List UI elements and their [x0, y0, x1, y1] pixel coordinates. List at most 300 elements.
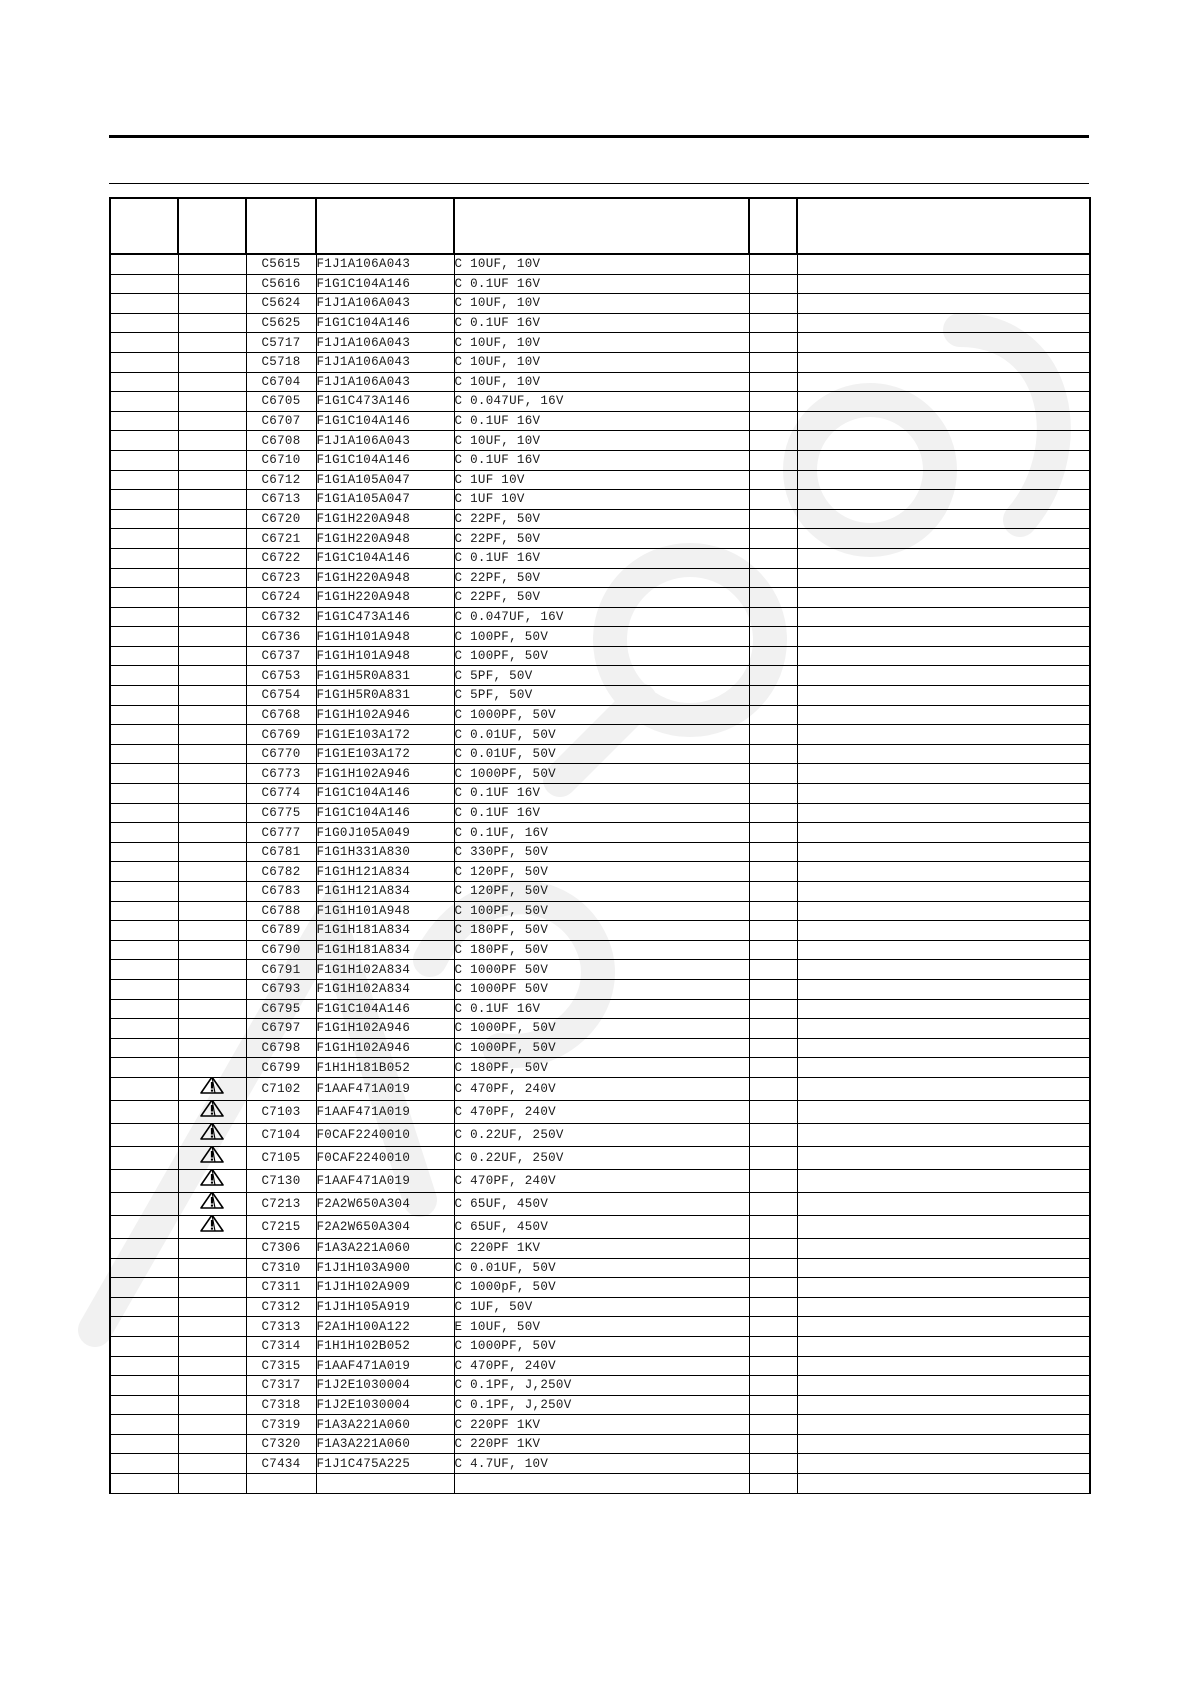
- table-row: [110, 901, 1090, 921]
- cell-safety-mark: [178, 1258, 246, 1278]
- cell-description: C 100PF, 50V: [454, 901, 749, 921]
- cell-part-no: F1AAF471A019: [316, 1356, 454, 1376]
- table-row: [110, 705, 1090, 725]
- cell-ref-no: C7434: [246, 1454, 316, 1474]
- cell-empty: [749, 294, 797, 314]
- cell-empty: [749, 1123, 797, 1146]
- cell-empty: [749, 1454, 797, 1474]
- cell-description: C 0.1PF, J,250V: [454, 1395, 749, 1415]
- header-cell: [454, 198, 749, 254]
- cell-empty: [797, 274, 1090, 294]
- cell-part-no: F1G1H101A948: [316, 627, 454, 647]
- cell-empty: [749, 1038, 797, 1058]
- cell-safety-mark: [178, 1192, 246, 1215]
- cell-empty: [110, 1019, 178, 1039]
- cell-empty: [797, 686, 1090, 706]
- cell-part-no: F1G1H5R0A831: [316, 666, 454, 686]
- cell-empty: [178, 1474, 246, 1494]
- cell-ref-no: C7318: [246, 1395, 316, 1415]
- cell-part-no: F1G1C104A146: [316, 274, 454, 294]
- cell-description: C 5PF, 50V: [454, 666, 749, 686]
- cell-empty: [110, 1123, 178, 1146]
- cell-part-no: F1G1C104A146: [316, 803, 454, 823]
- warning-triangle-icon: [200, 1169, 224, 1192]
- cell-description: C 10UF, 10V: [454, 431, 749, 451]
- table-row: [110, 1317, 1090, 1337]
- table-header-row: [110, 198, 1090, 254]
- cell-empty: [797, 1258, 1090, 1278]
- cell-empty: [749, 686, 797, 706]
- cell-part-no: F2A1H100A122: [316, 1317, 454, 1337]
- cell-safety-mark: [178, 411, 246, 431]
- cell-empty: [797, 1278, 1090, 1298]
- cell-ref-no: C6783: [246, 882, 316, 902]
- cell-empty: [110, 548, 178, 568]
- cell-safety-mark: [178, 862, 246, 882]
- cell-empty: [749, 392, 797, 412]
- cell-empty: [110, 1278, 178, 1298]
- cell-empty: [797, 940, 1090, 960]
- cell-description: C 22PF, 50V: [454, 588, 749, 608]
- table-row: [110, 1395, 1090, 1415]
- cell-empty: [797, 803, 1090, 823]
- cell-description: C 1000PF, 50V: [454, 705, 749, 725]
- cell-ref-no: C5616: [246, 274, 316, 294]
- cell-empty: [110, 686, 178, 706]
- cell-empty: [749, 979, 797, 999]
- cell-safety-mark: [178, 823, 246, 843]
- table-row: [110, 686, 1090, 706]
- warning-triangle-icon: [200, 1100, 224, 1123]
- cell-safety-mark: [178, 352, 246, 372]
- cell-empty: [110, 999, 178, 1019]
- cell-empty: [749, 431, 797, 451]
- table-row: [110, 470, 1090, 490]
- cell-empty: [110, 1317, 178, 1337]
- cell-ref-no: C6720: [246, 509, 316, 529]
- cell-description: C 1000PF 50V: [454, 960, 749, 980]
- cell-ref-no: C6705: [246, 392, 316, 412]
- cell-empty: [110, 254, 178, 274]
- cell-safety-mark: [178, 725, 246, 745]
- cell-safety-mark: [178, 705, 246, 725]
- cell-description: C 1UF, 50V: [454, 1297, 749, 1317]
- cell-part-no: F1G1H101A948: [316, 646, 454, 666]
- cell-part-no: F1AAF471A019: [316, 1169, 454, 1192]
- cell-ref-no: C6775: [246, 803, 316, 823]
- table-row: [110, 1336, 1090, 1356]
- cell-ref-no: C6713: [246, 490, 316, 510]
- cell-empty: [797, 1215, 1090, 1238]
- cell-description: C 22PF, 50V: [454, 568, 749, 588]
- cell-empty: [110, 1376, 178, 1396]
- cell-empty: [797, 1454, 1090, 1474]
- cell-empty: [749, 1395, 797, 1415]
- cell-part-no: F1H1H102B052: [316, 1336, 454, 1356]
- cell-ref-no: C6781: [246, 842, 316, 862]
- cell-empty: [797, 1192, 1090, 1215]
- cell-ref-no: C7312: [246, 1297, 316, 1317]
- cell-empty: [797, 1415, 1090, 1435]
- table-row: [110, 509, 1090, 529]
- cell-description: C 0.1UF 16V: [454, 411, 749, 431]
- cell-part-no: F1G1H102A834: [316, 960, 454, 980]
- cell-description: C 1000PF, 50V: [454, 764, 749, 784]
- cell-empty: [749, 823, 797, 843]
- cell-ref-no: C6770: [246, 744, 316, 764]
- cell-empty: [749, 568, 797, 588]
- cell-empty: [797, 1434, 1090, 1454]
- cell-ref-no: C6722: [246, 548, 316, 568]
- cell-ref-no: C5717: [246, 333, 316, 353]
- warning-triangle-icon: [200, 1215, 224, 1238]
- cell-empty: [797, 862, 1090, 882]
- cell-empty: [749, 705, 797, 725]
- cell-empty: [110, 392, 178, 412]
- table-row: [110, 254, 1090, 274]
- cell-safety-mark: [178, 313, 246, 333]
- cell-description: C 470PF, 240V: [454, 1169, 749, 1192]
- cell-ref-no: C6777: [246, 823, 316, 843]
- header-cell: [246, 198, 316, 254]
- cell-part-no: F1G1H102A946: [316, 1019, 454, 1039]
- cell-empty: [749, 921, 797, 941]
- cell-part-no: F1J1A106A043: [316, 352, 454, 372]
- cell-empty: [110, 1454, 178, 1474]
- cell-empty: [110, 529, 178, 549]
- table-row: [110, 784, 1090, 804]
- cell-safety-mark: [178, 627, 246, 647]
- cell-empty: [797, 1297, 1090, 1317]
- cell-empty: [749, 999, 797, 1019]
- cell-safety-mark: [178, 450, 246, 470]
- table-row: [110, 1058, 1090, 1078]
- table-row: [110, 862, 1090, 882]
- warning-triangle-icon: [200, 1077, 224, 1100]
- table-row: [110, 372, 1090, 392]
- table-row: [110, 1215, 1090, 1238]
- table-row: [110, 627, 1090, 647]
- cell-description: C 100PF, 50V: [454, 646, 749, 666]
- cell-safety-mark: [178, 1434, 246, 1454]
- table-row-blank: [110, 1474, 1090, 1494]
- cell-ref-no: C6795: [246, 999, 316, 1019]
- cell-ref-no: C6798: [246, 1038, 316, 1058]
- cell-description: C 1000PF 50V: [454, 979, 749, 999]
- cell-ref-no: C5625: [246, 313, 316, 333]
- cell-empty: [797, 1317, 1090, 1337]
- cell-empty: [316, 1474, 454, 1494]
- cell-ref-no: C7315: [246, 1356, 316, 1376]
- cell-ref-no: C7317: [246, 1376, 316, 1396]
- cell-empty: [110, 666, 178, 686]
- cell-empty: [749, 1415, 797, 1435]
- table-row: [110, 921, 1090, 941]
- cell-description: C 1UF 10V: [454, 470, 749, 490]
- cell-description: C 1000PF, 50V: [454, 1336, 749, 1356]
- cell-empty: [110, 1238, 178, 1258]
- cell-part-no: F1A3A221A060: [316, 1238, 454, 1258]
- cell-ref-no: C5615: [246, 254, 316, 274]
- cell-part-no: F1G1H181A834: [316, 921, 454, 941]
- cell-part-no: F1G1C104A146: [316, 999, 454, 1019]
- cell-part-no: F1AAF471A019: [316, 1100, 454, 1123]
- cell-ref-no: C6774: [246, 784, 316, 804]
- cell-safety-mark: [178, 646, 246, 666]
- cell-safety-mark: [178, 548, 246, 568]
- cell-safety-mark: [178, 1077, 246, 1100]
- table-row: [110, 1100, 1090, 1123]
- cell-safety-mark: [178, 979, 246, 999]
- cell-ref-no: C7310: [246, 1258, 316, 1278]
- cell-description: C 180PF, 50V: [454, 921, 749, 941]
- cell-safety-mark: [178, 1297, 246, 1317]
- table-row: [110, 1415, 1090, 1435]
- cell-empty: [110, 1058, 178, 1078]
- cell-description: C 0.1PF, J,250V: [454, 1376, 749, 1396]
- cell-empty: [749, 254, 797, 274]
- cell-description: C 4.7UF, 10V: [454, 1454, 749, 1474]
- cell-description: C 5PF, 50V: [454, 686, 749, 706]
- cell-empty: [110, 1169, 178, 1192]
- cell-empty: [797, 1146, 1090, 1169]
- cell-description: C 470PF, 240V: [454, 1100, 749, 1123]
- cell-description: C 120PF, 50V: [454, 862, 749, 882]
- cell-empty: [110, 313, 178, 333]
- table-row: [110, 999, 1090, 1019]
- header-rule-thin: [109, 183, 1089, 184]
- cell-safety-mark: [178, 1376, 246, 1396]
- cell-empty: [797, 392, 1090, 412]
- cell-safety-mark: [178, 921, 246, 941]
- cell-empty: [797, 666, 1090, 686]
- cell-description: C 180PF, 50V: [454, 940, 749, 960]
- cell-empty: [797, 1376, 1090, 1396]
- cell-empty: [797, 548, 1090, 568]
- table-row: [110, 725, 1090, 745]
- cell-ref-no: C5624: [246, 294, 316, 314]
- cell-description: C 0.22UF, 250V: [454, 1146, 749, 1169]
- warning-triangle-icon: [200, 1123, 224, 1146]
- cell-safety-mark: [178, 784, 246, 804]
- cell-part-no: F1G1H121A834: [316, 882, 454, 902]
- cell-empty: [110, 862, 178, 882]
- cell-part-no: F2A2W650A304: [316, 1215, 454, 1238]
- cell-empty: [749, 646, 797, 666]
- cell-description: C 10UF, 10V: [454, 254, 749, 274]
- cell-safety-mark: [178, 1058, 246, 1078]
- table-row: [110, 764, 1090, 784]
- cell-empty: [110, 784, 178, 804]
- cell-part-no: F1J1H103A900: [316, 1258, 454, 1278]
- cell-safety-mark: [178, 490, 246, 510]
- cell-description: C 0.22UF, 250V: [454, 1123, 749, 1146]
- cell-part-no: F1G1C104A146: [316, 313, 454, 333]
- cell-ref-no: C6732: [246, 607, 316, 627]
- cell-empty: [749, 1019, 797, 1039]
- cell-ref-no: C7313: [246, 1317, 316, 1337]
- cell-ref-no: C6768: [246, 705, 316, 725]
- cell-empty: [749, 784, 797, 804]
- cell-empty: [749, 744, 797, 764]
- parts-list-body: [110, 198, 1090, 1493]
- cell-ref-no: C6737: [246, 646, 316, 666]
- cell-empty: [110, 646, 178, 666]
- table-row: [110, 666, 1090, 686]
- table-row: [110, 490, 1090, 510]
- cell-empty: [797, 1336, 1090, 1356]
- cell-ref-no: C6704: [246, 372, 316, 392]
- cell-empty: [797, 411, 1090, 431]
- cell-safety-mark: [178, 568, 246, 588]
- cell-description: C 10UF, 10V: [454, 333, 749, 353]
- cell-safety-mark: [178, 1415, 246, 1435]
- table-row: [110, 960, 1090, 980]
- cell-ref-no: C7215: [246, 1215, 316, 1238]
- cell-safety-mark: [178, 392, 246, 412]
- table-row: [110, 940, 1090, 960]
- cell-empty: [797, 999, 1090, 1019]
- cell-part-no: F1AAF471A019: [316, 1077, 454, 1100]
- cell-empty: [749, 470, 797, 490]
- cell-empty: [797, 705, 1090, 725]
- cell-part-no: F1G1E103A172: [316, 725, 454, 745]
- cell-ref-no: C7104: [246, 1123, 316, 1146]
- cell-part-no: F1J2E1030004: [316, 1376, 454, 1396]
- cell-empty: [749, 940, 797, 960]
- table-row: [110, 1278, 1090, 1298]
- cell-empty: [110, 1192, 178, 1215]
- cell-empty: [110, 1258, 178, 1278]
- cell-description: C 470PF, 240V: [454, 1077, 749, 1100]
- cell-ref-no: C5718: [246, 352, 316, 372]
- cell-empty: [110, 490, 178, 510]
- cell-empty: [749, 1077, 797, 1100]
- cell-empty: [110, 1077, 178, 1100]
- cell-empty: [797, 744, 1090, 764]
- cell-part-no: F1J2E1030004: [316, 1395, 454, 1415]
- cell-safety-mark: [178, 666, 246, 686]
- cell-part-no: F1G1H121A834: [316, 862, 454, 882]
- cell-empty: [797, 607, 1090, 627]
- cell-empty: [749, 352, 797, 372]
- cell-empty: [797, 1077, 1090, 1100]
- cell-empty: [749, 1100, 797, 1123]
- cell-ref-no: C6793: [246, 979, 316, 999]
- cell-empty: [110, 352, 178, 372]
- cell-empty: [110, 588, 178, 608]
- cell-empty: [749, 490, 797, 510]
- cell-safety-mark: [178, 764, 246, 784]
- cell-safety-mark: [178, 1454, 246, 1474]
- cell-safety-mark: [178, 940, 246, 960]
- cell-empty: [797, 509, 1090, 529]
- cell-empty: [749, 1474, 797, 1494]
- cell-empty: [797, 725, 1090, 745]
- table-row: [110, 803, 1090, 823]
- cell-safety-mark: [178, 999, 246, 1019]
- cell-empty: [749, 333, 797, 353]
- cell-part-no: F0CAF2240010: [316, 1146, 454, 1169]
- cell-safety-mark: [178, 1019, 246, 1039]
- cell-description: C 220PF 1KV: [454, 1238, 749, 1258]
- header-cell: [749, 198, 797, 254]
- cell-safety-mark: [178, 529, 246, 549]
- cell-ref-no: C7314: [246, 1336, 316, 1356]
- header-cell: [110, 198, 178, 254]
- cell-empty: [110, 803, 178, 823]
- cell-empty: [110, 411, 178, 431]
- cell-empty: [749, 725, 797, 745]
- cell-empty: [749, 1146, 797, 1169]
- cell-empty: [110, 470, 178, 490]
- cell-empty: [797, 431, 1090, 451]
- cell-part-no: F1G1H102A946: [316, 764, 454, 784]
- cell-empty: [454, 1474, 749, 1494]
- cell-part-no: F1G1C104A146: [316, 548, 454, 568]
- cell-ref-no: C6721: [246, 529, 316, 549]
- cell-safety-mark: [178, 333, 246, 353]
- cell-empty: [749, 960, 797, 980]
- cell-part-no: F1G1H102A946: [316, 1038, 454, 1058]
- cell-description: C 0.1UF 16V: [454, 450, 749, 470]
- table-row: [110, 979, 1090, 999]
- cell-safety-mark: [178, 431, 246, 451]
- cell-description: C 120PF, 50V: [454, 882, 749, 902]
- cell-ref-no: C6723: [246, 568, 316, 588]
- table-row: [110, 1192, 1090, 1215]
- cell-empty: [749, 1058, 797, 1078]
- cell-safety-mark: [178, 1146, 246, 1169]
- table-row: [110, 1297, 1090, 1317]
- cell-ref-no: C6753: [246, 666, 316, 686]
- table-row: [110, 411, 1090, 431]
- cell-part-no: F1J1A106A043: [316, 333, 454, 353]
- cell-description: C 0.01UF, 50V: [454, 744, 749, 764]
- cell-empty: [797, 490, 1090, 510]
- cell-part-no: F1G1H331A830: [316, 842, 454, 862]
- cell-description: C 0.047UF, 16V: [454, 607, 749, 627]
- cell-empty: [749, 882, 797, 902]
- cell-empty: [797, 372, 1090, 392]
- cell-empty: [749, 313, 797, 333]
- cell-empty: [749, 1356, 797, 1376]
- table-row: [110, 333, 1090, 353]
- cell-part-no: F1G1H220A948: [316, 529, 454, 549]
- cell-empty: [110, 333, 178, 353]
- cell-empty: [797, 1356, 1090, 1376]
- cell-empty: [110, 1297, 178, 1317]
- cell-empty: [797, 901, 1090, 921]
- table-row: [110, 823, 1090, 843]
- cell-part-no: F1G1A105A047: [316, 470, 454, 490]
- cell-empty: [749, 509, 797, 529]
- cell-part-no: F1J1A106A043: [316, 431, 454, 451]
- cell-empty: [110, 823, 178, 843]
- cell-empty: [797, 646, 1090, 666]
- cell-empty: [749, 529, 797, 549]
- cell-ref-no: C7102: [246, 1077, 316, 1100]
- cell-empty: [797, 450, 1090, 470]
- cell-empty: [797, 294, 1090, 314]
- cell-ref-no: C7319: [246, 1415, 316, 1435]
- cell-empty: [110, 901, 178, 921]
- cell-ref-no: C6773: [246, 764, 316, 784]
- cell-safety-mark: [178, 470, 246, 490]
- cell-empty: [797, 823, 1090, 843]
- cell-empty: [110, 627, 178, 647]
- cell-part-no: F1J1H102A909: [316, 1278, 454, 1298]
